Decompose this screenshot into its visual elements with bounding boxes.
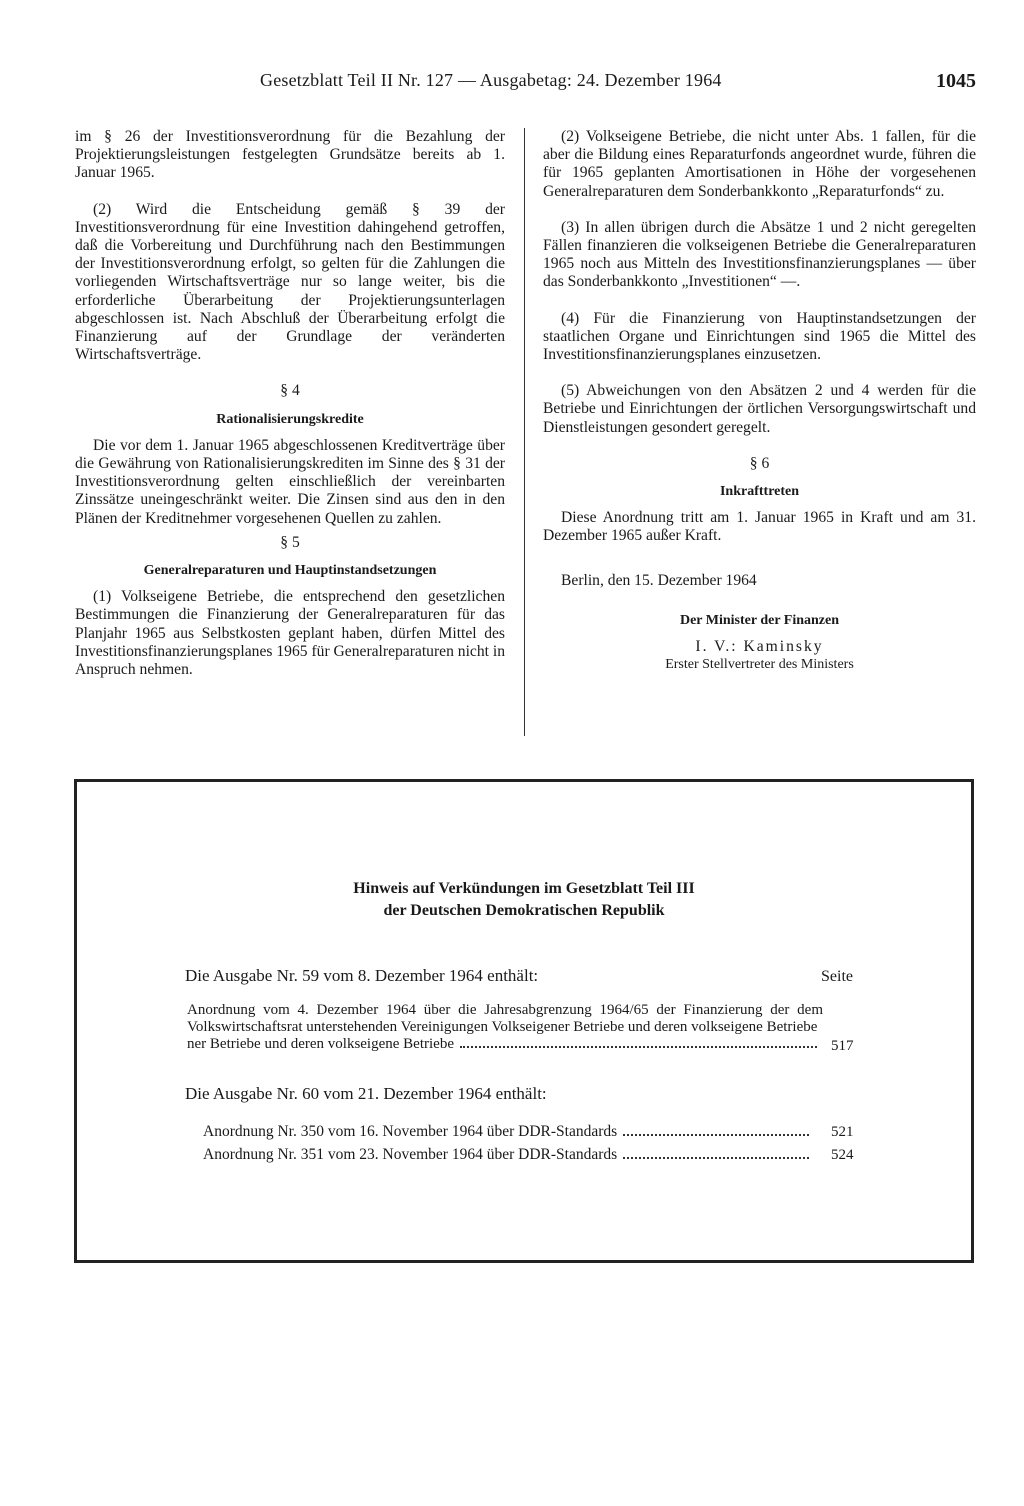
date-line: Berlin, den 15. Dezember 1964 [561,571,757,589]
toc-entry-text: Anordnung vom 4. Dezember 1964 über die Jahresabgrenzung 1964/65 der Finanzierung der dem Volkswirtschaftsrat unterstehenden Vereinigungen Volkseigener Betriebe und deren volkseigene Betriebe [187,1002,823,1035]
section-title: Inkrafttreten [719,484,800,500]
toc-entry-text-end: ner Betriebe und deren volkseigene Betriebe [187,1036,454,1052]
page-number: 1045 [936,70,976,92]
notice-title [77,878,971,922]
signer-role: Erster Stellvertreter des Ministers [665,657,854,673]
leader-dots [623,1156,809,1159]
toc-entry [203,1123,815,1141]
column-divider [524,128,525,736]
paragraph: (2) Volkseigene Betriebe, die nicht unter Abs. 1 fallen, für die aber die Bildung eines Reparaturfonds angeordnet wurde, führen die für 1965 geplanten Amortisationen in Höhe der vorgesehenen Generalreparaturen dem Sonderbankkonto „Reparaturfonds“ zu. [543,128,976,200]
paragraph: (1) Volkseigene Betriebe, die entsprechend den gesetzlichen Bestimmungen die Finanzierung der Generalreparaturen für das Planjahr 1965 aus Selbstkosten geplant haben, dürfen Mittel des Investitionsfinanzierungsplanes 1965 für Generalreparaturen nicht in Anspruch nehmen. [75,588,505,679]
notice-title-line: Hinweis auf Verkündungen im Gesetzblatt Teil III [353,880,695,897]
toc-page-number: 521 [831,1124,854,1140]
paragraph: (2) Wird die Entscheidung gemäß § 39 der Investitionsverordnung für eine Investition dahingehend getroffen, daß die Vorbereitung und Durchführung nach den Bestimmungen der Investitionsverordnung erfolgt, so gelten für die Zahlungen die vorliegenden Wirtschaftsverträge nur so lange weiter, bis die erforderliche Überarbeitung der Projektierungsunterlagen abgeschlossen ist. Nach Abschluß der Überarbeitung erfolgt die Finanzierung auf der Grundlage der veränderten Wirtschaftsverträge. [75,200,505,364]
signer-organization: Der Minister der Finanzen [679,612,840,628]
toc-entry-text: Anordnung Nr. 350 vom 16. November 1964 über DDR-Standards [203,1123,618,1140]
toc-page-number: 524 [831,1147,854,1163]
paragraph: (5) Abweichungen von den Absätzen 2 und 4 werden für die Betriebe und Einrichtungen der örtlichen Versorgungswirtschaft und Dienstleistungen gesondert geregelt. [543,382,976,436]
notice-title-line: der Deutschen Demokratischen Republik [383,902,665,919]
leader-dots [623,1133,809,1136]
toc-page-number: 517 [831,1038,854,1054]
toc-entry [187,1002,823,1053]
leader-dots [460,1045,817,1048]
section-title: Generalreparaturen und Hauptinstandsetzungen [143,563,437,579]
paragraph: (4) Für die Finanzierung von Hauptinstandsetzungen der staatlichen Organe und Einrichtungen sind 1965 die Mittel des Investitionsfinanzierungsplanes einzusetzen. [543,309,976,364]
section-number: § 6 [749,454,770,472]
left-column [75,128,505,697]
issue-heading: Die Ausgabe Nr. 59 vom 8. Dezember 1964 enthält: [185,966,539,985]
section-number: § 4 [280,382,300,400]
issue-heading: Die Ausgabe Nr. 60 vom 21. Dezember 1964 enthält: [185,1084,547,1103]
toc-entry [203,1146,815,1164]
toc-entry-text: Anordnung Nr. 351 vom 23. November 1964 über DDR-Standards [203,1146,618,1163]
right-column [543,128,976,674]
toc-entry-last-line [187,1036,823,1053]
section-title: Rationalisierungskredite [216,411,364,427]
running-header: Gesetzblatt Teil II Nr. 127 — Ausgabetag: 24. Dezember 1964 [260,70,722,90]
paragraph: Die vor dem 1. Januar 1965 abgeschlossenen Kreditverträge über die Gewährung von Rationalisierungskrediten im Sinne des § 31 der Investitionsverordnung gelten einschließlich der vereinbarten Zinssätze uneingeschränkt weiter. Die Zinsen sind aus den in den Plänen der Kreditnehmer vorgesehenen Quellen zu zahlen. [75,436,505,527]
notice-box [74,779,974,1263]
section-number: § 5 [280,533,300,551]
paragraph: Diese Anordnung tritt am 1. Januar 1965 in Kraft und am 31. Dezember 1965 außer Kraft. [543,509,976,545]
paragraph: im § 26 der Investitionsverordnung für die Bezahlung der Projektierungsleistungen festgelegten Grundsätze bereits ab 1. Januar 1965. [75,128,505,182]
page-column-label: Seite [821,968,853,985]
signer-name: I. V.: Kaminsky [695,638,824,656]
paragraph: (3) In allen übrigen durch die Absätze 1 und 2 nicht geregelten Fällen finanzieren die volkseigenen Betriebe die Generalreparaturen 1965 noch aus Mitteln des Investitionsfinanzierungsplanes — über das Sonderbankkonto „Investitionen“ —. [543,218,976,291]
